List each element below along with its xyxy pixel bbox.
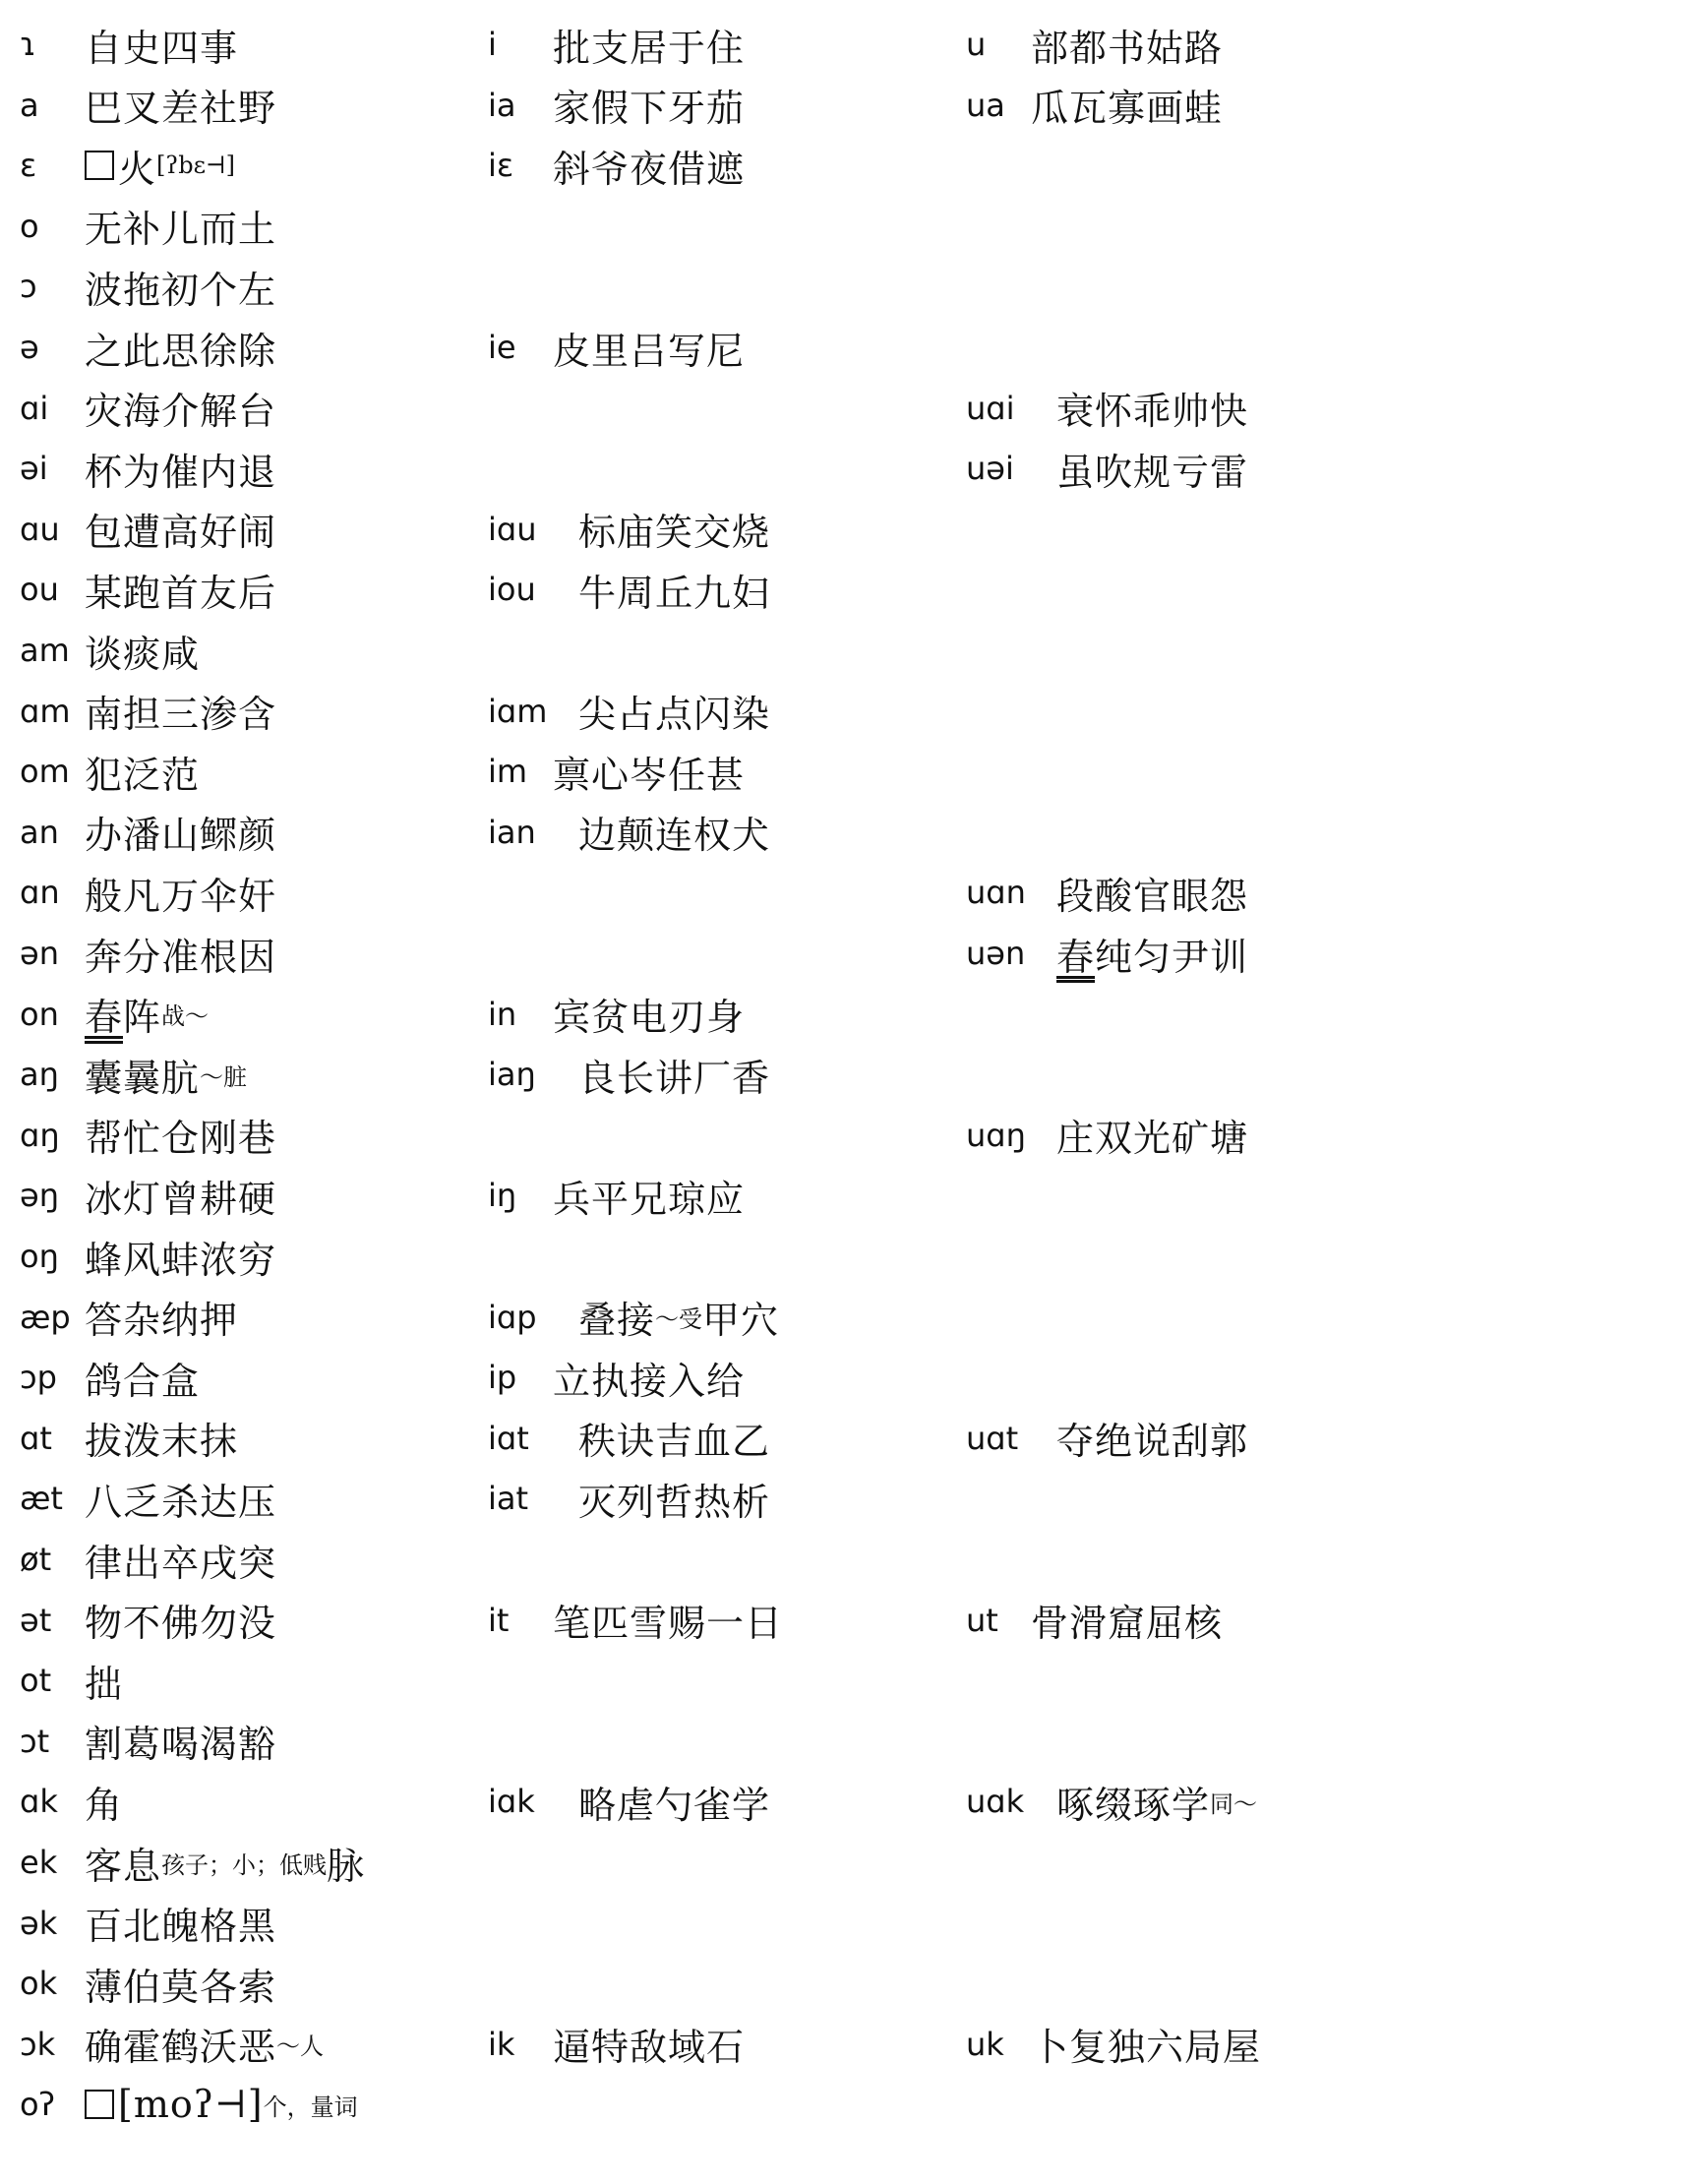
example-characters: 宾贫电刃身 (553, 996, 746, 1040)
table-cell (20, 1408, 238, 1469)
example-characters: 边颠连权犬 (578, 814, 771, 858)
table-cell (488, 681, 770, 742)
example-characters: [moʔ⊣] (118, 2083, 264, 2127)
table-row (0, 984, 1684, 1045)
table-cell (966, 438, 1248, 499)
table-cell (20, 378, 276, 439)
final-label: æt (20, 1480, 63, 1518)
example-characters: 灭列哲热析 (578, 1480, 771, 1524)
table-cell (966, 75, 1223, 136)
table-cell (20, 802, 276, 863)
table-row (0, 378, 1684, 439)
final-label: ən (20, 935, 59, 972)
final-label: øt (20, 1541, 52, 1578)
example-characters: 牛周丘九妇 (578, 571, 771, 615)
gloss-note: ～受 (655, 1305, 703, 1334)
table-cell (20, 438, 276, 499)
table-row (0, 1165, 1684, 1226)
final-label: əi (20, 450, 48, 488)
final-label: i (488, 26, 497, 63)
example-characters: 衰怀乖帅快 (1056, 390, 1249, 434)
example-characters: 冰灯曾耕硬 (85, 1177, 277, 1221)
table-cell (966, 923, 1248, 984)
table-cell (20, 1893, 276, 1954)
example-characters: 兵平兄琼应 (553, 1177, 746, 1221)
example-characters: 脉 (327, 1844, 366, 1888)
table-cell (20, 1468, 276, 1529)
final-label: uəi (966, 450, 1014, 488)
final-label: oʔ (20, 2086, 55, 2124)
underlined-character: 春 (85, 996, 124, 1040)
table-cell (488, 802, 770, 863)
table-cell (20, 1711, 276, 1772)
final-label: ɑt (20, 1419, 52, 1457)
final-label: ɑŋ (20, 1116, 60, 1154)
table-row (0, 923, 1684, 984)
table-cell (20, 317, 276, 378)
table-cell (488, 1287, 779, 1348)
table-cell (488, 1590, 783, 1651)
table-row (0, 135, 1684, 196)
example-characters: 律出卒戌突 (85, 1541, 277, 1585)
final-label: an (20, 813, 59, 851)
final-label: iɑp (488, 1298, 537, 1336)
final-label: iŋ (488, 1177, 517, 1215)
example-characters: 灾海介解台 (85, 390, 277, 434)
table-row (0, 559, 1684, 620)
final-label: uɑt (966, 1419, 1019, 1457)
table-cell (20, 196, 276, 257)
table-cell (966, 378, 1248, 439)
example-characters: 纯匀尹训 (1095, 935, 1249, 979)
example-characters: 百北魄格黑 (85, 1905, 277, 1949)
example-characters: 客息 (85, 1844, 162, 1888)
final-label: iat (488, 1480, 529, 1518)
example-characters: 家假下牙茄 (553, 87, 746, 131)
table-cell (20, 1590, 276, 1651)
example-characters: 杯为催内退 (85, 450, 277, 494)
table-cell (20, 2014, 324, 2075)
final-label: ɑn (20, 874, 60, 912)
table-cell (20, 984, 209, 1045)
final-label: ou (20, 571, 59, 609)
table-cell (20, 681, 276, 742)
final-label: aŋ (20, 1056, 59, 1094)
final-label: ɑu (20, 510, 60, 548)
table-row (0, 1711, 1684, 1772)
table-row (0, 681, 1684, 742)
table-cell (20, 14, 238, 75)
example-characters: 巴叉差社野 (85, 87, 277, 131)
final-label: ie (488, 329, 516, 366)
table-cell (20, 1832, 365, 1893)
example-characters: 波拖初个左 (85, 268, 277, 312)
final-label: ɿ (20, 26, 36, 63)
table-row (0, 741, 1684, 802)
final-label: ɔp (20, 1359, 57, 1397)
example-characters: 囊曩肮 (85, 1056, 201, 1100)
table-row (0, 620, 1684, 681)
example-characters: 角 (85, 1783, 124, 1827)
table-row (0, 14, 1684, 75)
example-characters: 南担三渗含 (85, 693, 277, 737)
table-cell (20, 1287, 238, 1348)
final-label: am (20, 632, 70, 669)
table-row (0, 802, 1684, 863)
table-cell (20, 499, 276, 560)
example-characters: 略虐勺雀学 (578, 1783, 771, 1827)
table-row (0, 1468, 1684, 1529)
table-cell (20, 2074, 358, 2135)
example-characters: 逼特敌域石 (553, 2026, 746, 2070)
final-label: iɑt (488, 1419, 529, 1457)
table-row (0, 317, 1684, 378)
table-row (0, 256, 1684, 317)
table-cell (488, 14, 745, 75)
final-label: ɔt (20, 1722, 50, 1760)
example-characters: 割葛喝渴豁 (85, 1723, 277, 1767)
final-label: ɑi (20, 389, 49, 427)
final-label: ə (20, 329, 39, 366)
example-characters: 尖占点闪染 (578, 693, 771, 737)
table-row (0, 438, 1684, 499)
example-characters: 禀心岑任甚 (553, 753, 746, 797)
table-cell (20, 75, 276, 136)
example-characters: 八乏杀达压 (85, 1480, 277, 1524)
example-characters: 之此思徐除 (85, 329, 277, 373)
final-label: ɛ (20, 147, 37, 185)
gloss-note: ～脏 (200, 1062, 248, 1091)
final-label: ot (20, 1662, 52, 1700)
final-label: oŋ (20, 1238, 59, 1275)
table-row (0, 1650, 1684, 1711)
example-characters: 秩诀吉血乙 (578, 1420, 771, 1464)
table-row (0, 1953, 1684, 2014)
example-characters: 庄双光矿塘 (1056, 1117, 1249, 1161)
example-characters: 部都书姑路 (1031, 26, 1224, 70)
final-label: o (20, 207, 39, 245)
table-cell (20, 559, 276, 620)
table-row (0, 1832, 1684, 1893)
final-label: uɑŋ (966, 1116, 1026, 1154)
final-label: ɔk (20, 2025, 56, 2063)
table-cell (20, 256, 276, 317)
table-cell (20, 1650, 123, 1711)
underlined-character: 春 (1056, 935, 1096, 979)
table-cell (20, 741, 200, 802)
final-label: ɑk (20, 1783, 58, 1821)
table-cell (488, 984, 745, 1045)
example-characters: 物不佛勿没 (85, 1602, 277, 1646)
example-characters: 斜爷夜借遮 (553, 147, 746, 191)
final-label: ian (488, 813, 536, 851)
missing-char-box (85, 2090, 114, 2119)
final-label: ək (20, 1904, 58, 1942)
final-label: uən (966, 935, 1026, 972)
table-cell (966, 1105, 1248, 1166)
example-characters: 虽吹规亏雷 (1056, 450, 1249, 494)
table-cell (488, 1165, 745, 1226)
example-characters: 骨滑窟屈核 (1031, 1602, 1224, 1646)
final-label: ok (20, 1965, 58, 2003)
table-row (0, 75, 1684, 136)
gloss-note: [ʔbɛ⊣] (156, 152, 236, 180)
example-characters: 奔分准根因 (85, 935, 277, 979)
table-row (0, 2074, 1684, 2135)
final-label: uɑi (966, 389, 1015, 427)
final-label: əŋ (20, 1177, 59, 1215)
table-cell (20, 620, 200, 681)
table-cell (966, 1590, 1223, 1651)
final-label: iaŋ (488, 1056, 536, 1094)
final-label: on (20, 995, 59, 1033)
table-cell (20, 135, 235, 196)
example-characters: 皮里吕写尼 (553, 329, 746, 373)
table-row (0, 1226, 1684, 1287)
final-label: ɑm (20, 692, 71, 730)
example-characters: 谈痰咸 (85, 632, 201, 676)
final-label: iou (488, 571, 536, 609)
table-row (0, 1771, 1684, 1832)
table-cell (488, 317, 745, 378)
table-cell (488, 1468, 770, 1529)
example-characters: 拙 (85, 1662, 124, 1706)
example-characters: 良长讲厂香 (578, 1056, 771, 1100)
table-cell (20, 1529, 276, 1590)
table-cell (20, 1771, 123, 1832)
table-row (0, 1408, 1684, 1469)
example-characters: 甲穴 (702, 1299, 780, 1343)
table-cell (966, 1408, 1248, 1469)
table-row (0, 196, 1684, 257)
table-row (0, 1044, 1684, 1105)
table-cell (966, 2014, 1261, 2075)
example-characters: 标庙笑交烧 (578, 511, 771, 555)
table-row (0, 1347, 1684, 1408)
final-label: ik (488, 2025, 515, 2063)
example-characters: 某跑首友后 (85, 571, 277, 615)
table-cell (20, 1044, 247, 1105)
table-row (0, 1105, 1684, 1166)
final-label: uɑk (966, 1783, 1025, 1821)
example-characters: 鸽合盒 (85, 1359, 201, 1403)
table-cell (966, 1771, 1257, 1832)
example-characters: 答杂纳押 (85, 1299, 239, 1343)
final-label: uɑn (966, 874, 1026, 912)
table-cell (20, 1105, 276, 1166)
final-label: ia (488, 86, 516, 124)
table-cell (966, 14, 1223, 75)
example-characters: 犯泛范 (85, 753, 201, 797)
final-label: æp (20, 1298, 71, 1336)
example-characters: 般凡万伞奸 (85, 874, 277, 918)
example-characters: 阵 (123, 996, 162, 1040)
table-cell (488, 499, 770, 560)
example-characters: 段酸官眼怨 (1056, 874, 1249, 918)
missing-char-box (85, 151, 114, 180)
example-characters: 火 (118, 147, 157, 191)
final-label: u (966, 26, 987, 63)
table-cell (488, 75, 745, 136)
table-cell (488, 135, 745, 196)
final-label: it (488, 1601, 510, 1639)
table-cell (488, 1771, 770, 1832)
table-row (0, 1287, 1684, 1348)
final-label: ua (966, 86, 1005, 124)
example-characters: 啄缀琢学 (1056, 1783, 1211, 1827)
table-cell (20, 1347, 200, 1408)
example-characters: 卜复独六局屋 (1031, 2026, 1262, 2070)
example-characters: 薄伯莫各索 (85, 1965, 277, 2009)
final-label: a (20, 86, 39, 124)
example-characters: 无补儿而土 (85, 208, 277, 252)
table-row (0, 1893, 1684, 1954)
table-cell (488, 1044, 770, 1105)
gloss-note: 个，量词 (263, 2093, 358, 2121)
table-row (0, 499, 1684, 560)
table-cell (20, 1953, 276, 2014)
example-characters: 办潘山鳏颜 (85, 814, 277, 858)
example-characters: 包遭高好闹 (85, 511, 277, 555)
table-cell (488, 1347, 745, 1408)
example-characters: 确霍鹤沃恶 (85, 2026, 277, 2070)
table-row (0, 1529, 1684, 1590)
example-characters: 叠接 (578, 1299, 656, 1343)
final-label: ip (488, 1359, 517, 1397)
table-cell (20, 862, 276, 923)
final-label: iɑm (488, 692, 548, 730)
example-characters: 批支居于住 (553, 26, 746, 70)
example-characters: 笔匹雪赐一日 (553, 1602, 784, 1646)
example-characters: 拔泼末抹 (85, 1420, 239, 1464)
table-cell (20, 923, 276, 984)
final-label: ut (966, 1601, 998, 1639)
final-label: ek (20, 1844, 58, 1881)
table-cell (966, 862, 1248, 923)
final-label: iɑk (488, 1783, 535, 1821)
gloss-note: 孩子；小；低贱 (161, 1850, 328, 1879)
final-label: om (20, 753, 70, 791)
final-label: uk (966, 2025, 1004, 2063)
table-cell (488, 2014, 745, 2075)
table-cell (20, 1165, 276, 1226)
gloss-note: ～人 (276, 2032, 325, 2061)
example-characters: 蜂风蚌浓穷 (85, 1238, 277, 1282)
gloss-note: 战～ (161, 1002, 210, 1031)
final-label: iɑu (488, 510, 537, 548)
final-label: im (488, 753, 528, 791)
table-cell (488, 559, 770, 620)
example-characters: 瓜瓦寡画蛙 (1031, 87, 1224, 131)
final-label: in (488, 995, 517, 1033)
example-characters: 夺绝说刮郭 (1056, 1420, 1249, 1464)
final-label: ət (20, 1601, 52, 1639)
gloss-note: 同～ (1210, 1790, 1258, 1818)
table-row (0, 862, 1684, 923)
table-cell (20, 1226, 276, 1287)
example-characters: 立执接入给 (553, 1359, 746, 1403)
final-label: ɔ (20, 268, 37, 306)
final-label: iɛ (488, 147, 514, 185)
table-row (0, 1590, 1684, 1651)
example-characters: 自史四事 (85, 26, 239, 70)
table-cell (488, 1408, 770, 1469)
table-cell (488, 741, 745, 802)
table-row (0, 2014, 1684, 2075)
example-characters: 帮忙仓刚巷 (85, 1117, 277, 1161)
